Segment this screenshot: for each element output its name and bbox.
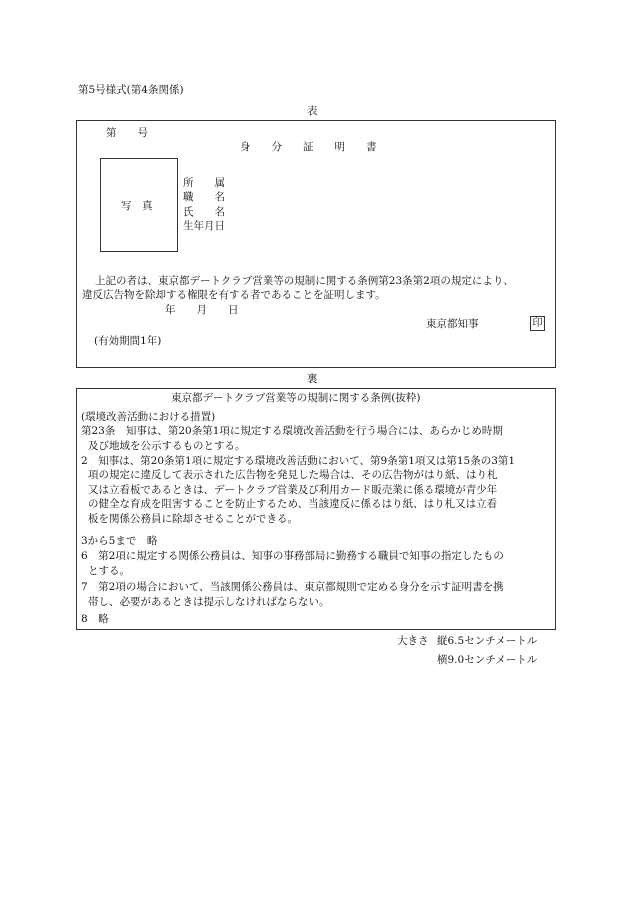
field-name: 氏 名 bbox=[183, 206, 225, 218]
back-line-1: (環境改善活動における措置) bbox=[81, 411, 216, 423]
back-title: 東京都デートクラブ営業等の規制に関する条例(抜粋) bbox=[171, 392, 421, 404]
validity: (有効期間1年) bbox=[94, 335, 162, 347]
size-label: 大きさ bbox=[397, 635, 429, 647]
back-line-7: の健全な育成を阻害することを防止するため、当該違反に係るはり紙、はり札又は立看 bbox=[88, 498, 498, 510]
photo-box bbox=[100, 158, 178, 252]
size-height: 縦6.5センチメートル bbox=[437, 635, 538, 647]
front-side-label: 表 bbox=[307, 105, 318, 117]
back-line-14: 8 略 bbox=[81, 613, 109, 625]
back-line-8: 板を関係公務員に除却させることができる。 bbox=[88, 513, 298, 525]
back-line-11: とする。 bbox=[88, 565, 130, 577]
number-field: 第 号 bbox=[106, 127, 148, 139]
seal-stamp: 印 bbox=[530, 316, 545, 331]
back-line-9: 3から5まで 略 bbox=[81, 535, 158, 547]
field-birthdate: 生年月日 bbox=[183, 220, 225, 232]
form-title: 第5号様式(第4条関係) bbox=[78, 84, 184, 96]
size-width: 横9.0センチメートル bbox=[437, 654, 538, 666]
certificate-title: 身 分 証 明 書 bbox=[240, 141, 377, 153]
date-field: 年 月 日 bbox=[165, 304, 239, 316]
back-line-2: 第23条 知事は、第20条第1項に規定する環境改善活動を行う場合には、あらかじめ時期 bbox=[81, 425, 503, 437]
field-position: 職 名 bbox=[183, 191, 225, 203]
back-line-13: 帯し、必要があるときは提示しなければならない。 bbox=[88, 596, 330, 608]
photo-label: 写 真 bbox=[121, 200, 153, 212]
statement-line-1: 上記の者は、東京都デートクラブ営業等の規制に関する条例第23条第2項の規定により、 bbox=[95, 275, 514, 287]
back-line-12: 7 第2項の場合において、当該関係公務員は、東京都規則で定める身分を示す証明書を携 bbox=[81, 581, 504, 593]
back-side-label: 裏 bbox=[307, 373, 318, 385]
back-line-5: 項の規定に違反して表示された広告物を発見した場合は、その広告物がはり紙、はり札 bbox=[88, 469, 498, 481]
statement-line-2: 違反広告物を除却する権限を有する者であることを証明します。 bbox=[82, 289, 386, 301]
field-affiliation: 所 属 bbox=[183, 177, 225, 189]
back-line-6: 又は立看板であるときは、デートクラブ営業及び利用カード販売業に係る環境が青少年 bbox=[88, 484, 498, 496]
issuer: 東京都知事 bbox=[426, 318, 479, 330]
back-line-3: 及び地域を公示するものとする。 bbox=[88, 440, 246, 452]
back-line-10: 6 第2項に規定する関係公務員は、知事の事務部局に勤務する職員で知事の指定したもの bbox=[81, 550, 504, 562]
back-line-4: 2 知事は、第20条第1項に規定する環境改善活動において、第9条第1項又は第15条の3第1 bbox=[81, 455, 516, 467]
